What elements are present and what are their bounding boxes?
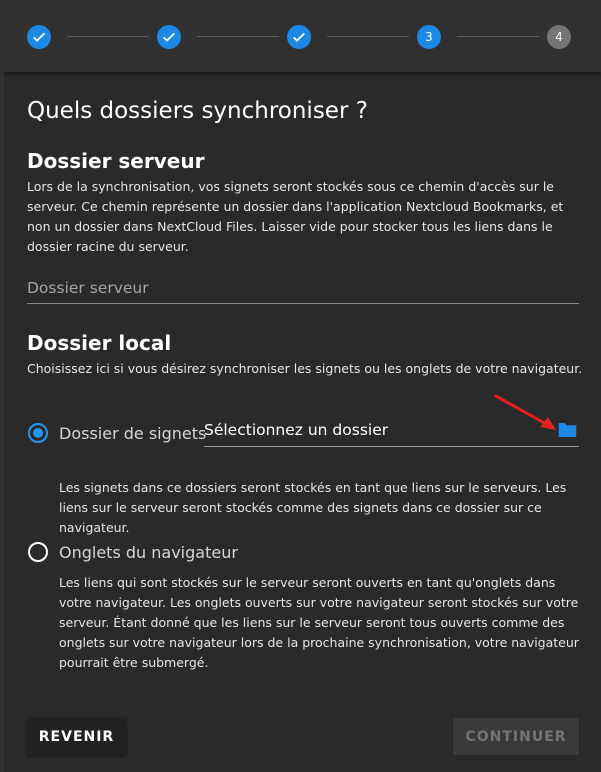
step-5-todo[interactable] — [547, 25, 571, 49]
local-folder-description: Choisissez ici si vous désirez synchroniser les signets ou les onglets de votre navigateur. — [27, 361, 583, 376]
step-number: 4 — [555, 30, 563, 44]
check-icon — [161, 29, 177, 45]
step-connector — [457, 36, 539, 37]
continue-button[interactable]: CONTINUER — [453, 718, 579, 755]
step-number: 3 — [425, 30, 433, 44]
folder-select-value: Sélectionnez un dossier — [204, 421, 389, 439]
bookmarks-folder-label[interactable]: Dossier de signets — [59, 424, 207, 443]
window-edge — [0, 72, 4, 772]
back-button[interactable]: REVENIR — [27, 718, 126, 755]
server-folder-placeholder: Dossier serveur — [27, 279, 149, 297]
step-4-active[interactable] — [417, 25, 441, 49]
step-connector — [197, 36, 279, 37]
server-folder-description: Lors de la synchronisation, vos signets seront stockés sous ce chemin d'accès sur le serveur. Ce chemin représente un dossier dans l'application Nextcloud Bookmarks, et non un dossier dans NextCloud Files. Laisser vide pour stocker tous les liens dans le dossier racine du serveur. — [27, 179, 564, 254]
step-connector — [327, 36, 409, 37]
browser-tabs-description: Les liens qui sont stockés sur le serveur seront ouverts en tant qu'onglets dans votre navigateur. Les onglets ouverts sur votre navigateur seront stockés sur votre serveur. Étant donné que les liens sur le serveur seront tous ouverts comme des onglets sur votre navigateur lors de la prochaine synchronisation, votre navigateur pourrait être submergé. — [59, 575, 579, 670]
stepper — [0, 0, 601, 72]
bookmarks-folder-description: Les signets dans ce dossiers seront stockés en tant que liens sur le serveurs. Les liens sur le serveur seront stockés comme des signets dans ce dossier sur ce navigateur. — [59, 480, 567, 535]
browser-tabs-label[interactable]: Onglets du navigateur — [59, 543, 238, 562]
local-folder-title: Dossier local — [27, 331, 172, 355]
page-title: Quels dossiers synchroniser ? — [27, 98, 368, 124]
step-2-done[interactable] — [157, 25, 181, 49]
annotation-arrow — [492, 392, 562, 434]
step-1-done[interactable] — [27, 25, 51, 49]
step-connector — [67, 36, 149, 37]
bookmarks-folder-radio[interactable] — [28, 423, 48, 443]
server-folder-title: Dossier serveur — [27, 149, 205, 173]
step-3-done[interactable] — [287, 25, 311, 49]
server-folder-input[interactable] — [27, 276, 579, 304]
check-icon — [31, 29, 47, 45]
browser-tabs-radio[interactable] — [28, 542, 48, 562]
check-icon — [291, 29, 307, 45]
